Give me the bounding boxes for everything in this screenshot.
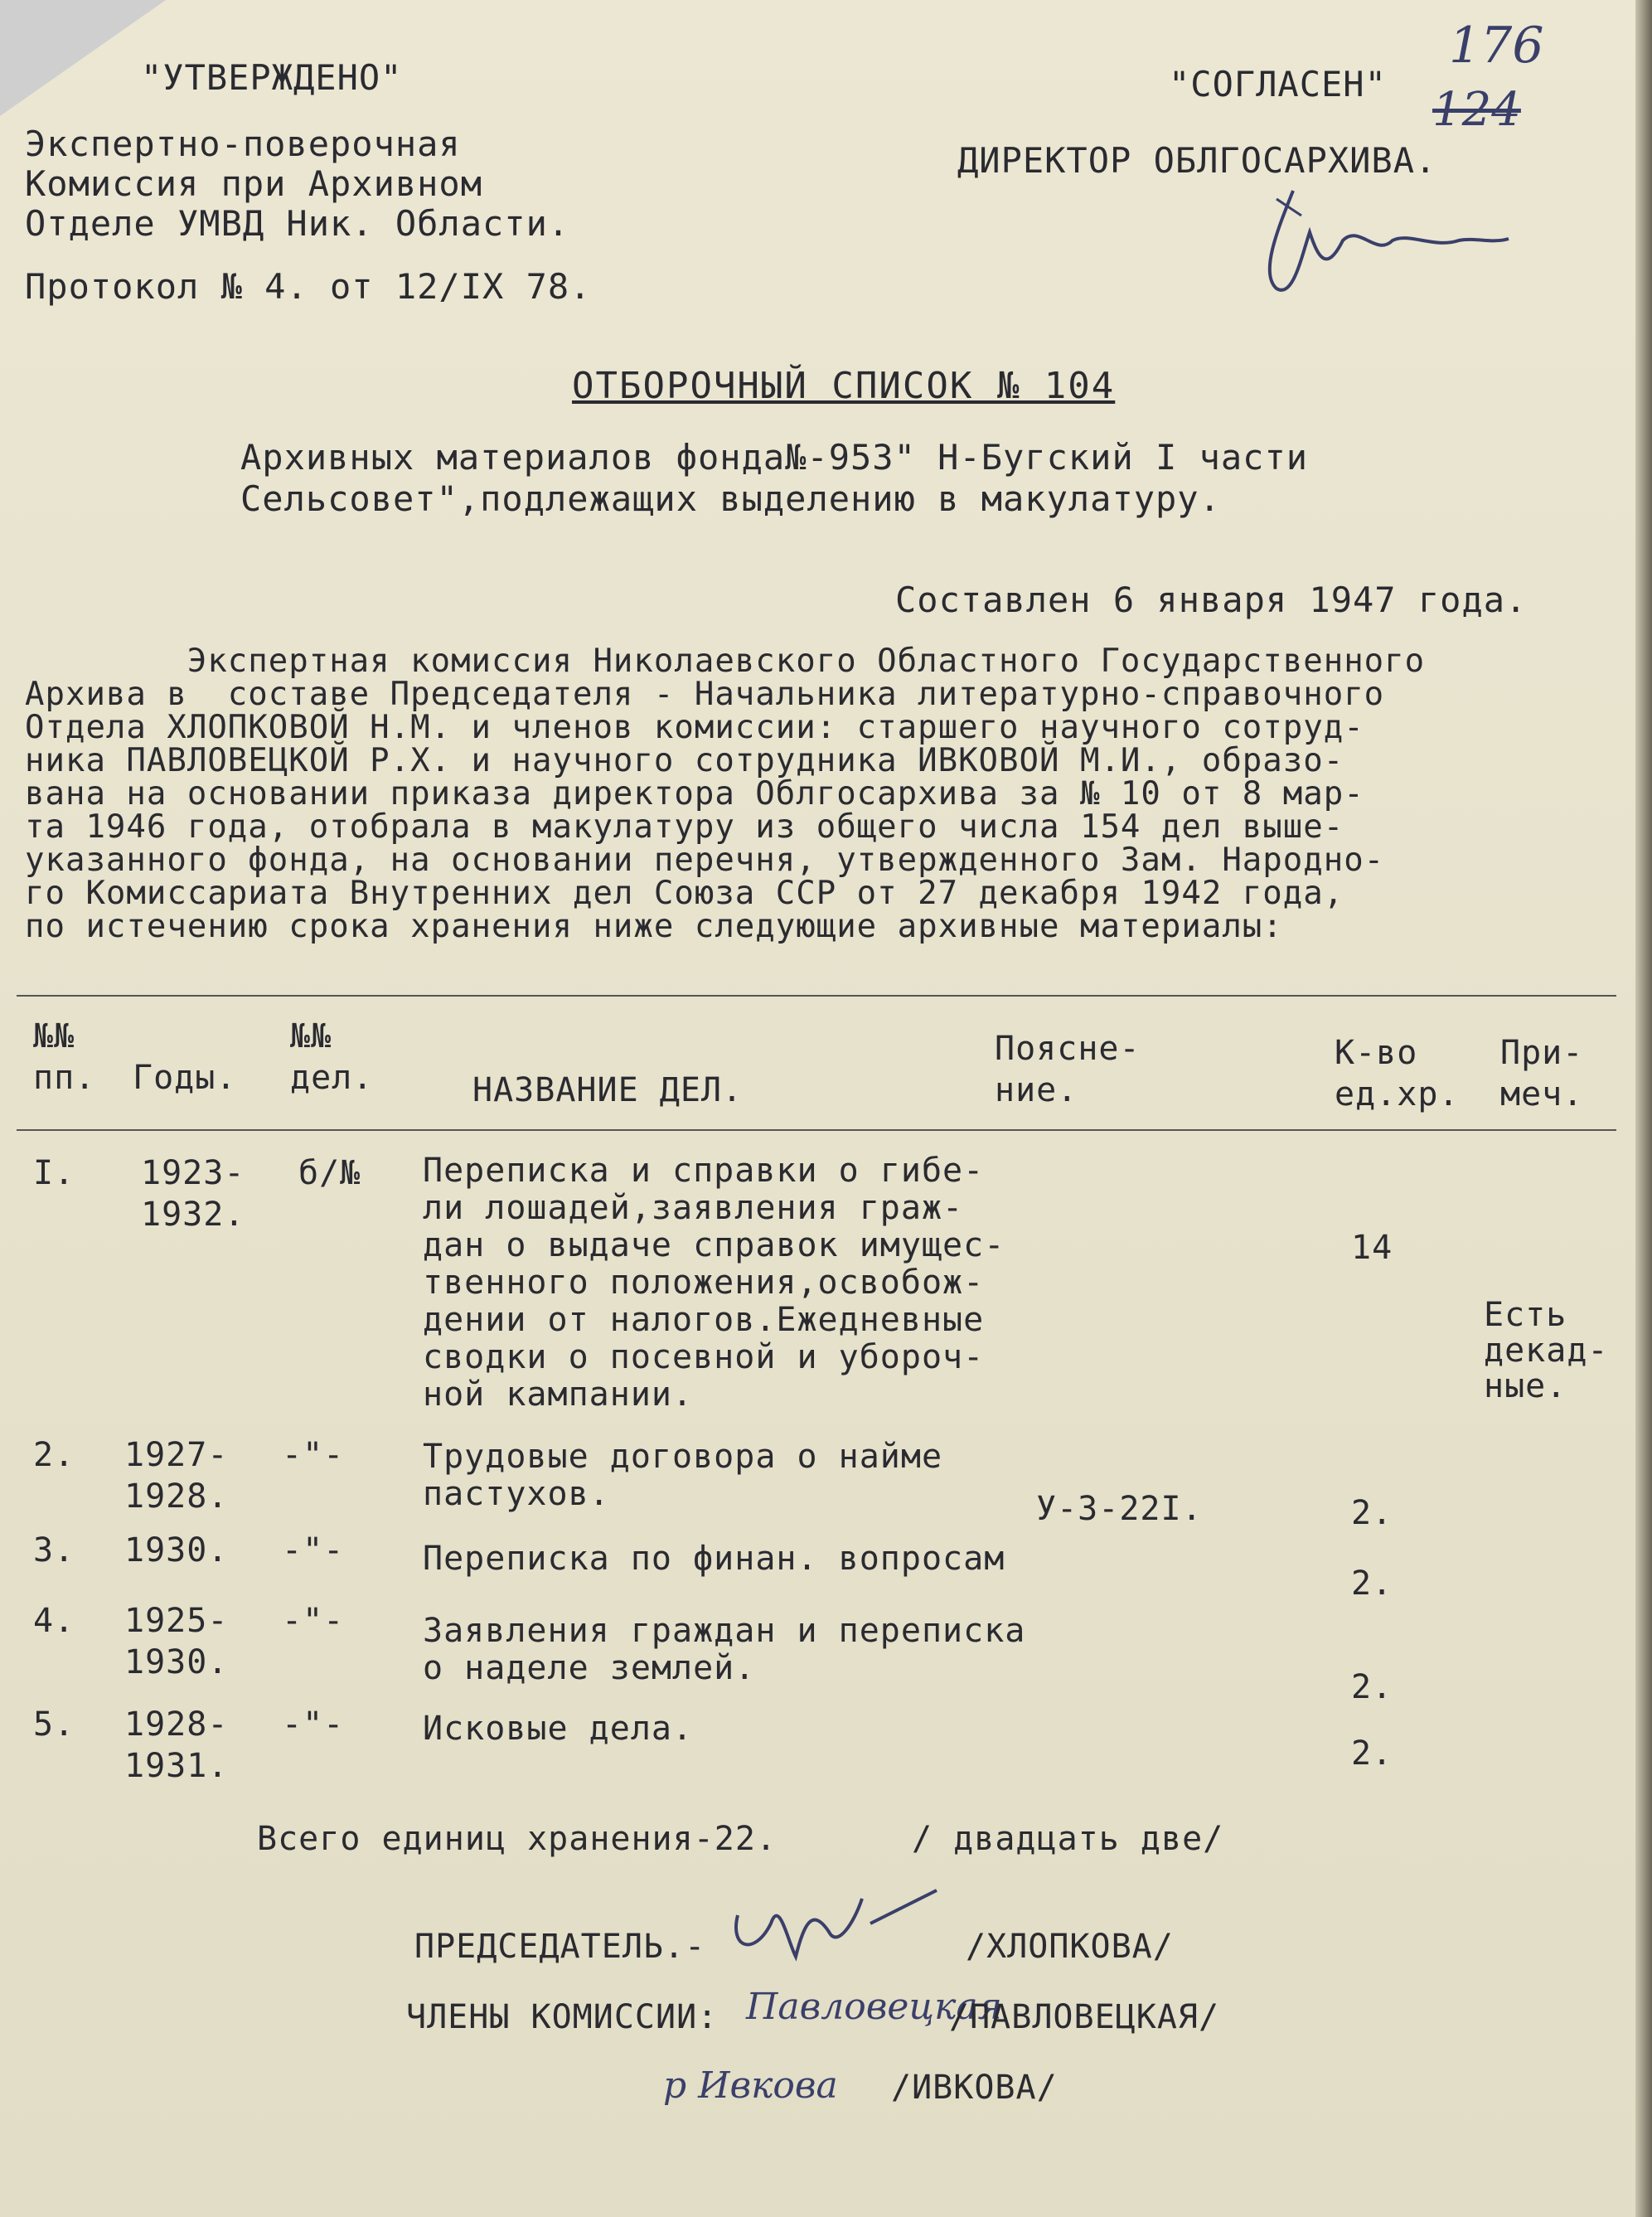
row-1-years: 1923- 1932. bbox=[141, 1154, 245, 1234]
protocol-line: Протокол № 4. от 12/IX 78. bbox=[25, 266, 592, 307]
row-4-num: 4. bbox=[33, 1602, 75, 1640]
director-signature bbox=[1243, 182, 1517, 298]
header-explain: Поясне- ние. bbox=[995, 1030, 1141, 1109]
paragraph-line-2: Архива в составе Председателя - Начальника литературно-справочного bbox=[25, 676, 1385, 713]
sheet-number: 176 bbox=[1449, 17, 1544, 75]
subtitle-line-1: Архивных материалов фонда№-953" Н-Бугский I части bbox=[240, 437, 1309, 478]
row-1-qty: 14 bbox=[1351, 1229, 1393, 1267]
row-1-note: Есть декад- ные. bbox=[1484, 1296, 1609, 1405]
row-2-years: 1927- 1928. bbox=[124, 1436, 229, 1516]
chair-name: /ХЛОПКОВА/ bbox=[966, 1928, 1174, 1966]
row-2-explain: У-3-22I. bbox=[1036, 1490, 1203, 1528]
row-5-qty: 2. bbox=[1351, 1734, 1393, 1773]
row-4-years: 1925- 1930. bbox=[124, 1602, 229, 1681]
row-2-name: Трудовые договора о найме пастухов. bbox=[423, 1438, 943, 1513]
page-edge-shadow bbox=[1635, 0, 1652, 2217]
paragraph-line-7: указанного фонда, на основании перечня, утвержденного Зам. Народно- bbox=[25, 842, 1385, 879]
member-1-name: /ПАВЛОВЕЦКАЯ/ bbox=[949, 1998, 1220, 2036]
paragraph-line-1: Экспертная комиссия Николаевского Областного Государственного bbox=[25, 643, 1426, 680]
paragraph-line-3: Отдела ХЛОПКОВОЙ Н.М. и членов комиссии: старшего научного сотруд- bbox=[25, 709, 1364, 746]
row-3-case-num: -"- bbox=[282, 1531, 345, 1569]
approved-line-1: Экспертно-поверочная bbox=[25, 124, 461, 164]
row-1-name: Переписка и справки о гибе- ли лошадей,заявления граж- дан о выдаче справок имущес- твенного положения,освобож- дении от налогов.Ежедневные сводки о посевной и убороч- ной кампании. bbox=[423, 1152, 1005, 1414]
director-title: ДИРЕКТОР ОБЛГОСАРХИВА. bbox=[957, 140, 1437, 181]
row-5-num: 5. bbox=[33, 1705, 75, 1744]
row-3-years: 1930. bbox=[124, 1531, 229, 1569]
row-4-qty: 2. bbox=[1351, 1668, 1393, 1706]
row-4-case-num: -"- bbox=[282, 1602, 345, 1640]
agreed-label: "СОГЛАСЕН" bbox=[1169, 64, 1387, 104]
row-5-name: Исковые дела. bbox=[423, 1710, 694, 1748]
total-label: Всего единиц хранения-22. bbox=[257, 1820, 778, 1858]
header-name: НАЗВАНИЕ ДЕЛ. bbox=[472, 1071, 744, 1109]
row-1-case-num: б/№ bbox=[298, 1154, 361, 1192]
total-words: / двадцать две/ bbox=[912, 1820, 1224, 1858]
members-label: ЧЛЕНЫ КОМИССИИ: bbox=[406, 1998, 719, 2036]
member-1-signature: Павловецкая bbox=[746, 1986, 1002, 2028]
row-3-qty: 2. bbox=[1351, 1565, 1393, 1603]
row-5-years: 1928- 1931. bbox=[124, 1705, 229, 1785]
chair-label: ПРЕДСЕДАТЕЛЬ.- bbox=[414, 1928, 706, 1966]
sheet-number-crossed: 124 bbox=[1432, 83, 1521, 137]
document-title: ОТБОРОЧНЫЙ СПИСОК № 104 bbox=[572, 365, 1116, 407]
paragraph-line-5: вана на основании приказа директора Облгосархива за № 10 от 8 мар- bbox=[25, 775, 1364, 813]
row-3-num: 3. bbox=[33, 1531, 75, 1569]
row-5-case-num: -"- bbox=[282, 1705, 345, 1744]
row-2-qty: 2. bbox=[1351, 1494, 1393, 1532]
approved-line-3: Отделе УМВД Ник. Области. bbox=[25, 203, 570, 244]
table-top-rule bbox=[17, 995, 1616, 997]
row-1-num: I. bbox=[33, 1154, 75, 1192]
header-note: При- меч. bbox=[1500, 1034, 1584, 1113]
row-3-name: Переписка по финан. вопросам bbox=[423, 1540, 1005, 1578]
chair-signature bbox=[721, 1865, 953, 1990]
paragraph-line-9: по истечению срока хранения ниже следующие архивные материалы: bbox=[25, 908, 1283, 945]
header-num: №№ пп. bbox=[33, 1017, 96, 1097]
composed-date: Составлен 6 января 1947 года. bbox=[895, 580, 1528, 620]
subtitle-line-2: Сельсовет",подлежащих выделению в макулатуру. bbox=[240, 478, 1221, 519]
approved-label: "УТВЕРЖДЕНО" bbox=[141, 57, 403, 98]
row-2-case-num: -"- bbox=[282, 1436, 345, 1474]
row-2-num: 2. bbox=[33, 1436, 75, 1474]
row-4-name: Заявления граждан и переписка о наделе землей. bbox=[423, 1612, 1026, 1687]
header-years: Годы. bbox=[133, 1059, 237, 1097]
paragraph-line-4: ника ПАВЛОВЕЦКОЙ Р.Х. и научного сотрудника ИВКОВОЙ М.И., образо- bbox=[25, 742, 1344, 779]
member-2-signature: р Ивкова bbox=[663, 2064, 838, 2107]
header-qty: К-во ед.хр. bbox=[1335, 1034, 1460, 1113]
member-2-name: /ИВКОВА/ bbox=[891, 2069, 1058, 2107]
approved-line-2: Комиссия при Архивном bbox=[25, 163, 483, 204]
paragraph-line-8: го Комиссариата Внутренних дел Союза ССР от 27 декабря 1942 года, bbox=[25, 875, 1344, 912]
header-case-num: №№ дел. bbox=[290, 1017, 374, 1097]
table-header-rule bbox=[17, 1129, 1616, 1131]
paragraph-line-6: та 1946 года, отобрала в макулатуру из общего числа 154 дел выше- bbox=[25, 808, 1344, 846]
